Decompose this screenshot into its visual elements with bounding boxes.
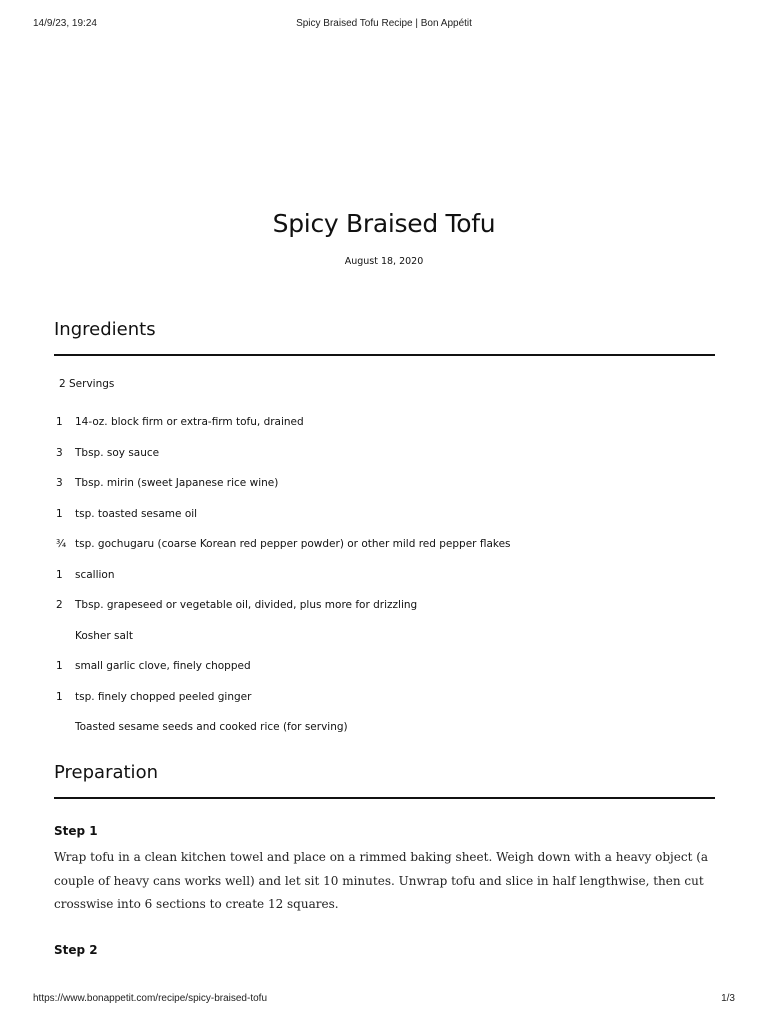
servings-count: 2 Servings xyxy=(59,378,115,390)
recipe-date: August 18, 2020 xyxy=(344,256,424,267)
ingredient-quantity: 1 xyxy=(56,507,63,520)
print-page-title: Spicy Braised Tofu Recipe | Bon Appétit xyxy=(296,18,472,29)
print-page-number: 1/3 xyxy=(721,993,735,1004)
ingredient-item xyxy=(54,477,715,508)
ingredient-item xyxy=(54,416,715,447)
ingredient-quantity: 3 xyxy=(56,477,63,489)
print-header xyxy=(0,18,768,32)
ingredient-quantity: 2 xyxy=(56,599,63,611)
ingredient-text: Tbsp. soy sauce xyxy=(75,446,160,459)
ingredient-item xyxy=(54,599,715,630)
ingredient-list xyxy=(54,416,715,752)
ingredient-text: Kosher salt xyxy=(75,629,133,642)
recipe-title: Spicy Braised Tofu xyxy=(272,209,496,238)
ingredient-quantity: 1 xyxy=(56,568,63,581)
ingredient-quantity: 3 xyxy=(56,446,63,459)
ingredient-text: tsp. gochugaru (coarse Korean red pepper powder) or other mild red pepper flakes xyxy=(75,538,511,550)
ingredient-quantity: ¾ xyxy=(56,538,67,550)
ingredient-text: 14-oz. block firm or extra-firm tofu, drained xyxy=(75,416,304,428)
ingredient-text: small garlic clove, finely chopped xyxy=(75,660,251,672)
ingredient-text: Toasted sesame seeds and cooked rice (for serving) xyxy=(75,721,348,733)
print-footer xyxy=(0,993,768,1007)
ingredient-item xyxy=(54,691,715,722)
ingredient-quantity: 1 xyxy=(56,690,63,703)
ingredient-quantity: 1 xyxy=(56,416,63,428)
step-1-heading: Step 1 xyxy=(54,824,98,838)
ingredient-text: tsp. finely chopped peeled ginger xyxy=(75,690,252,703)
ingredient-item xyxy=(54,447,715,478)
step-1-text: Wrap tofu in a clean kitchen towel and place on a rimmed baking sheet. Weigh down with a heavy object (a couple of heavy cans works well) and let sit 10 minutes. Unwrap tofu and slice in half lengthwise, then cut crosswise into 6 sections to create 12 squares. xyxy=(54,850,709,911)
ingredient-quantity: 1 xyxy=(56,660,63,672)
ingredients-heading: Ingredients xyxy=(54,319,156,340)
ingredient-text: scallion xyxy=(75,568,115,581)
step-2-heading: Step 2 xyxy=(54,943,98,957)
print-url: https://www.bonappetit.com/recipe/spicy-braised-tofu xyxy=(33,993,267,1004)
ingredient-item xyxy=(54,721,715,752)
ingredients-divider xyxy=(54,354,715,356)
preparation-heading: Preparation xyxy=(54,762,158,783)
ingredient-item xyxy=(54,660,715,691)
ingredient-item xyxy=(54,630,715,661)
print-datetime: 14/9/23, 19:24 xyxy=(33,18,97,29)
ingredient-text: Tbsp. grapeseed or vegetable oil, divided, plus more for drizzling xyxy=(75,599,418,611)
ingredient-text: Tbsp. mirin (sweet Japanese rice wine) xyxy=(75,477,279,489)
ingredient-item xyxy=(54,508,715,539)
ingredient-item xyxy=(54,569,715,600)
ingredient-text: tsp. toasted sesame oil xyxy=(75,507,198,520)
ingredient-item xyxy=(54,538,715,569)
preparation-divider xyxy=(54,797,715,799)
